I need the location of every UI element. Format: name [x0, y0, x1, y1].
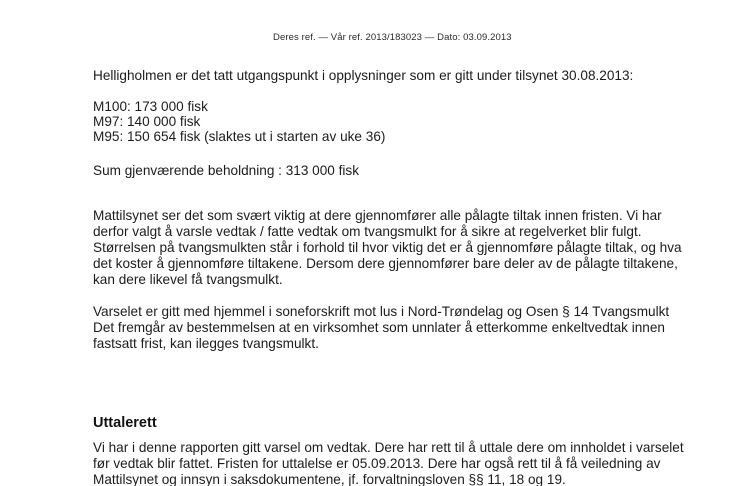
reference-line: Deres ref. — Vår ref. 2013/183023 — Dato: 03.09.2013 [273, 32, 512, 43]
section-heading: Uttalerett [93, 415, 157, 431]
paragraph3-line: før vedtak blir fattet. Fristen for uttalelse er 05.09.2013. Dere har også rett til å få veiledning av [93, 456, 661, 471]
paragraph1-line: Størrelsen på tvangsmulkten står i forhold til hvor viktig det er å gjennomføre pålagte tiltak, og hva [93, 240, 682, 255]
paragraph1-line: det koster å gjennomføre tiltakene. Dersom dere gjennomfører bare deler av de pålagte tiltakene, [93, 256, 678, 271]
stock-line-m95: M95: 150 654 fisk (slaktes ut i starten av uke 36) [93, 129, 386, 144]
paragraph2-line: Det fremgår av bestemmelsen at en virksomhet som unnlater å etterkomme enkeltvedtak innen [93, 320, 665, 335]
stock-line-m100: M100: 173 000 fisk [93, 99, 208, 114]
paragraph1-line: derfor valgt å varsle vedtak / fatte vedtak om tvangsmulkt for å sikre at regelverket blir fulgt. [93, 224, 642, 239]
intro-text: Helligholmen er det tatt utgangspunkt i opplysninger som er gitt under tilsynet 30.08.2013: [93, 68, 634, 83]
paragraph2-line: Varselet er gitt med hjemmel i soneforskrift mot lus i Nord-Trøndelag og Osen § 14 Tvangsmulkt [93, 304, 670, 319]
paragraph2-line: fastsatt frist, kan ilegges tvangsmulkt. [93, 336, 319, 351]
paragraph3-line: Mattilsynet og innsyn i saksdokumentene, jf. forvaltningsloven §§ 11, 18 og 19. [93, 472, 566, 486]
sum-line: Sum gjenværende beholdning : 313 000 fisk [93, 163, 360, 178]
paragraph1-line: kan dere likevel få tvangsmulkt. [93, 272, 283, 287]
paragraph1-line: Mattilsynet ser det som svært viktig at dere gjennomfører alle pålagte tiltak innen fristen. Vi har [93, 208, 662, 223]
paragraph3-line: Vi har i denne rapporten gitt varsel om vedtak. Dere har rett til å uttale dere om innholdet i varselet [93, 440, 684, 455]
stock-line-m97: M97: 140 000 fisk [93, 114, 201, 129]
